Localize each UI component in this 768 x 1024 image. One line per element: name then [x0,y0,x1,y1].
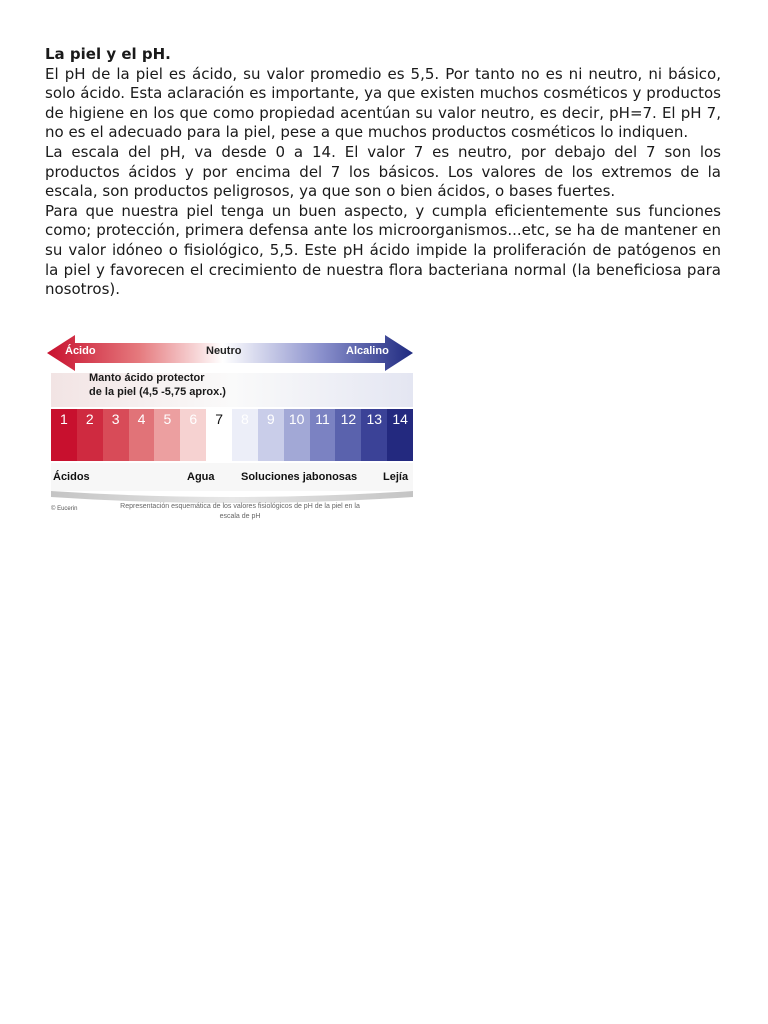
paragraph-ph-scale: La escala del pH, va desde 0 a 14. El valor 7 es neutro, por debajo del 7 son los productos ácidos y por encima del 7 los básicos. Los valores de los extremos de la escala, son productos peligrosos, ya que son o bien ácidos, o bases fuertes. [45,142,721,201]
ph-scale-cell: 5 [154,409,180,461]
ph-scale-cell: 14 [387,409,413,461]
ph-scale-cell: 8 [232,409,258,461]
copyright-text: © Eucerin [51,506,78,512]
manto-label-line1: Manto ácido protector [89,372,205,384]
ph-scale-figure [47,331,417,526]
paragraph-ph-skin: El pH de la piel es ácido, su valor promedio es 5,5. Por tanto no es ni neutro, ni básico, solo ácido. Esta aclaración es importante, ya que existen muchos cosméticos y productos de higiene en los que como propiedad acentúan su valor neutro, es decir, pH=7. El pH 7, no es el adecuado para la piel, pese a que muchos productos cosméticos lo indiquen. [45,64,721,142]
manto-label [89,371,226,399]
ph-scale-cell: 13 [361,409,387,461]
acid-arrow-label: Ácido [65,345,96,357]
figure-caption: Representación esquemática de los valores fisiológicos de pH de la piel en la escala de pH [120,503,360,520]
paragraph-skin-function: Para que nuestra piel tenga un buen aspecto, y cumpla eficientemente sus funciones como; protección, primera defensa ante los microorganismos...etc, se ha de mantener en su valor idóneo o fisiológico, 5,5. Este pH ácido impide la proliferación de patógenos en la piel y favorecen el crecimiento de nuestra flora bacteriana normal (la beneficiosa para nosotros). [45,201,721,299]
ph-scale-cell: 1 [51,409,77,461]
label-acidos: Ácidos [53,471,90,483]
ph-scale-cell: 3 [103,409,129,461]
ph-scale-cell: 9 [258,409,284,461]
ph-scale-cell: 6 [180,409,206,461]
manto-label-line2: de la piel (4,5 -5,75 aprox.) [89,386,226,398]
alkaline-arrow-label: Alcalino [346,345,389,357]
ph-scale [51,409,413,461]
document-title: La piel y el pH. [45,45,171,63]
ph-scale-cell: 2 [77,409,103,461]
ph-scale-cell: 7 [206,409,232,461]
ph-scale-cell: 12 [335,409,361,461]
document-body [45,45,721,300]
ph-scale-cell: 10 [284,409,310,461]
ph-scale-cell: 11 [310,409,336,461]
label-agua: Agua [187,471,215,483]
label-lejia: Lejía [383,471,409,483]
labels-band [51,463,413,491]
label-soluciones-jabonosas: Soluciones jabonosas [241,471,358,483]
ph-scale-cell: 4 [129,409,155,461]
neutral-arrow-label: Neutro [206,345,242,357]
